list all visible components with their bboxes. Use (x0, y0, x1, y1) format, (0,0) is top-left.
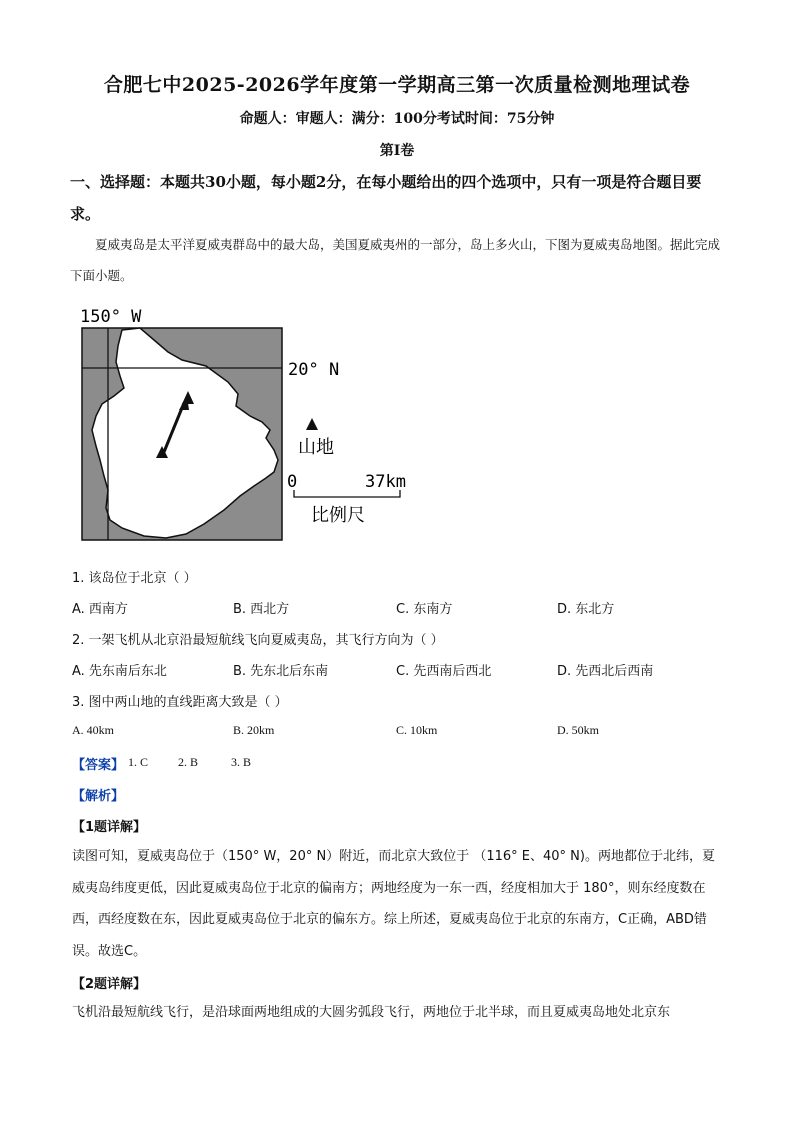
exam-info: 命题人：审题人：满分：100分考试时间：75分钟 (239, 111, 555, 127)
latitude-label: 20° N (288, 360, 340, 380)
analysis-tag: 【解析】 (72, 789, 125, 804)
q1-detail-tag: 【1题详解】 (72, 820, 147, 835)
question-intro: 夏威夷岛是太平洋夏威夷群岛中的最大岛，美国夏威夷州的一部分，岛上多火山，下图为夏威夷岛地图。据此完成下面小题。 (70, 237, 721, 283)
legend-mountain-icon (306, 418, 318, 430)
q1-option-a: A. 西南方 (72, 602, 128, 617)
q2-detail-text: 飞机沿最短航线飞行，是沿球面两地组成的大圆劣弧段飞行，两地位于北半球，而且夏威夷岛地处北京东 (72, 1005, 671, 1020)
q2-option-d: D. 先西北后西南 (557, 664, 654, 679)
question-3-stem: 3. 图中两山地的直线距离大致是（ ） (72, 695, 288, 710)
answer-2: 2. B (178, 755, 199, 769)
q2-option-c: C. 先西南后西北 (396, 664, 492, 679)
q1-option-d: D. 东北方 (557, 602, 615, 617)
legend-mountain-label: 山地 (298, 437, 334, 458)
question-1-stem: 1. 该岛位于北京（ ） (72, 571, 197, 586)
q3-option-b: B. 20km (233, 723, 275, 737)
longitude-label: 150° W (80, 307, 142, 327)
section-heading: 一、选择题：本题共30小题，每小题2分，在每小题给出的四个选项中，只有一项是符合题目要求。 (70, 173, 702, 223)
scale-end: 37km (365, 472, 406, 492)
q3-option-a: A. 40km (72, 723, 114, 737)
answer-tag: 【答案】 (72, 758, 125, 773)
scale-zero: 0 (287, 472, 298, 492)
q2-detail-tag: 【2题详解】 (72, 977, 147, 992)
q1-option-b: B. 西北方 (233, 602, 290, 617)
q2-option-b: B. 先东北后东南 (233, 664, 329, 679)
scale-title: 比例尺 (311, 505, 365, 526)
q3-option-d: D. 50km (557, 723, 599, 737)
q3-option-c: C. 10km (396, 723, 438, 737)
volume-label: 第Ⅰ卷 (379, 143, 415, 159)
q2-option-a: A. 先东南后东北 (72, 664, 167, 679)
exam-title: 合肥七中2025-2026学年度第一学期高三第一次质量检测地理试卷 (103, 74, 691, 96)
answer-1: 1. C (128, 755, 149, 769)
question-2-stem: 2. 一架飞机从北京沿最短航线飞向夏威夷岛，其飞行方向为（ ） (72, 633, 444, 648)
q1-option-c: C. 东南方 (396, 602, 453, 617)
answer-3: 3. B (231, 755, 252, 769)
hawaii-island-map (78, 300, 438, 545)
q1-detail-text: 读图可知，夏威夷岛位于（150° W，20° N）附近，而北京大致位于 （116° E、40° N)。两地都位于北纬，夏威夷岛纬度更低，因此夏威夷岛位于北京的偏南方；两地经度为一东一西，经度相加大于 180°，则东经度数在西，西经度数在东，因此夏威夷岛位于北京的偏东方。综上所述，夏威夷岛位于北京的东南方，C正确，ABD错误。故选C。 (72, 849, 715, 959)
